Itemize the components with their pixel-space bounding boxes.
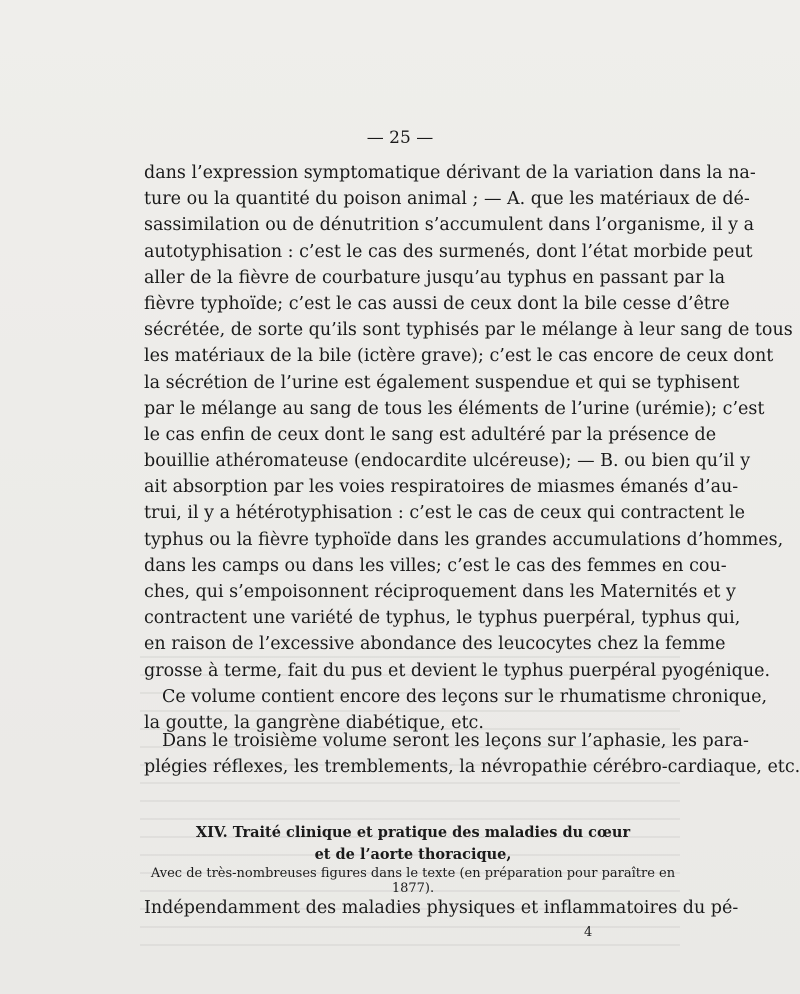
text-line: typhus ou la fièvre typhoïde dans les grandes accumulations d’hommes, bbox=[144, 529, 784, 550]
text-line: sécrétée, de sorte qu’ils sont typhisés par le mélange à leur sang de tous bbox=[144, 320, 793, 341]
text-line: Ce volume contient encore des leçons sur le rhumatisme chronique, bbox=[162, 686, 768, 707]
text-line: en raison de l’excessive abondance des leucocytes chez la femme bbox=[144, 634, 726, 655]
text-line: dans l’expression symptomatique dérivant de la variation dans la na- bbox=[144, 163, 756, 183]
text-line: la goutte, la gangrène diabétique, etc. bbox=[144, 712, 484, 733]
paragraph-1 bbox=[144, 160, 793, 736]
text-line: Dans le troisième volume seront les leçons sur l’aphasie, les para- bbox=[162, 731, 749, 751]
signature-mark: 4 bbox=[584, 925, 593, 940]
text-line: ture ou la quantité du poison animal ; — A. que les matériaux de dé- bbox=[144, 189, 750, 210]
text-line: ches, qui s’empoisonnent réciproquement dans les Maternités et y bbox=[144, 582, 736, 602]
text-line: le cas enfin de ceux dont le sang est adultéré par la présence de bbox=[144, 424, 717, 445]
text-line: sassimilation ou de dénutrition s’accumulent dans l’organisme, il y a bbox=[144, 215, 755, 236]
text-line: ait absorption par les voies respiratoires de miasmes émanés d’au- bbox=[144, 477, 739, 498]
text-line: fièvre typhoïde; c’est le cas aussi de ceux dont la bile cesse d’être bbox=[144, 293, 730, 314]
section-heading-line-2: et de l’aorte thoracique, bbox=[314, 846, 512, 863]
text-line: dans les camps ou dans les villes; c’est le cas des femmes en cou- bbox=[144, 555, 727, 576]
text-line: autotyphisation : c’est le cas des surmenés, dont l’état morbide peut bbox=[144, 241, 753, 262]
text-line: trui, il y a hétérotyphisation : c’est le cas de ceux qui contractent le bbox=[144, 503, 746, 524]
text-line: plégies réflexes, les tremblements, la névropathie cérébro-cardiaque, etc. bbox=[144, 757, 800, 778]
text-line: les matériaux de la bile (ictère grave); c’est le cas encore de ceux dont bbox=[144, 346, 774, 367]
text-line: la sécrétion de l’urine est également suspendue et qui se typhisent bbox=[144, 372, 740, 393]
text-line: bouillie athéromateuse (endocardite ulcéreuse); — B. ou bien qu’il y bbox=[144, 451, 751, 472]
section-heading bbox=[144, 822, 682, 866]
text-line: grosse à terme, fait du pus et devient le typhus puerpéral pyogénique. bbox=[144, 660, 771, 681]
section-heading-line-1: XIV. Traité clinique et pratique des maladies du cœur bbox=[195, 824, 631, 841]
text-line: aller de la fièvre de courbature jusqu’au typhus en passant par la bbox=[144, 267, 726, 288]
paragraph-2 bbox=[144, 728, 800, 780]
text-line: contractent une variété de typhus, le typhus puerpéral, typhus qui, bbox=[144, 608, 741, 629]
page-number: — 25 — bbox=[366, 128, 434, 148]
section-note: Avec de très-nombreuses figures dans le texte (en préparation pour paraître en 1877). bbox=[150, 866, 676, 896]
bottom-text-line: Indépendamment des maladies physiques et inflammatoires du pé- bbox=[144, 898, 739, 918]
text-line: par le mélange au sang de tous les éléments de l’urine (urémie); c’est bbox=[144, 398, 765, 419]
